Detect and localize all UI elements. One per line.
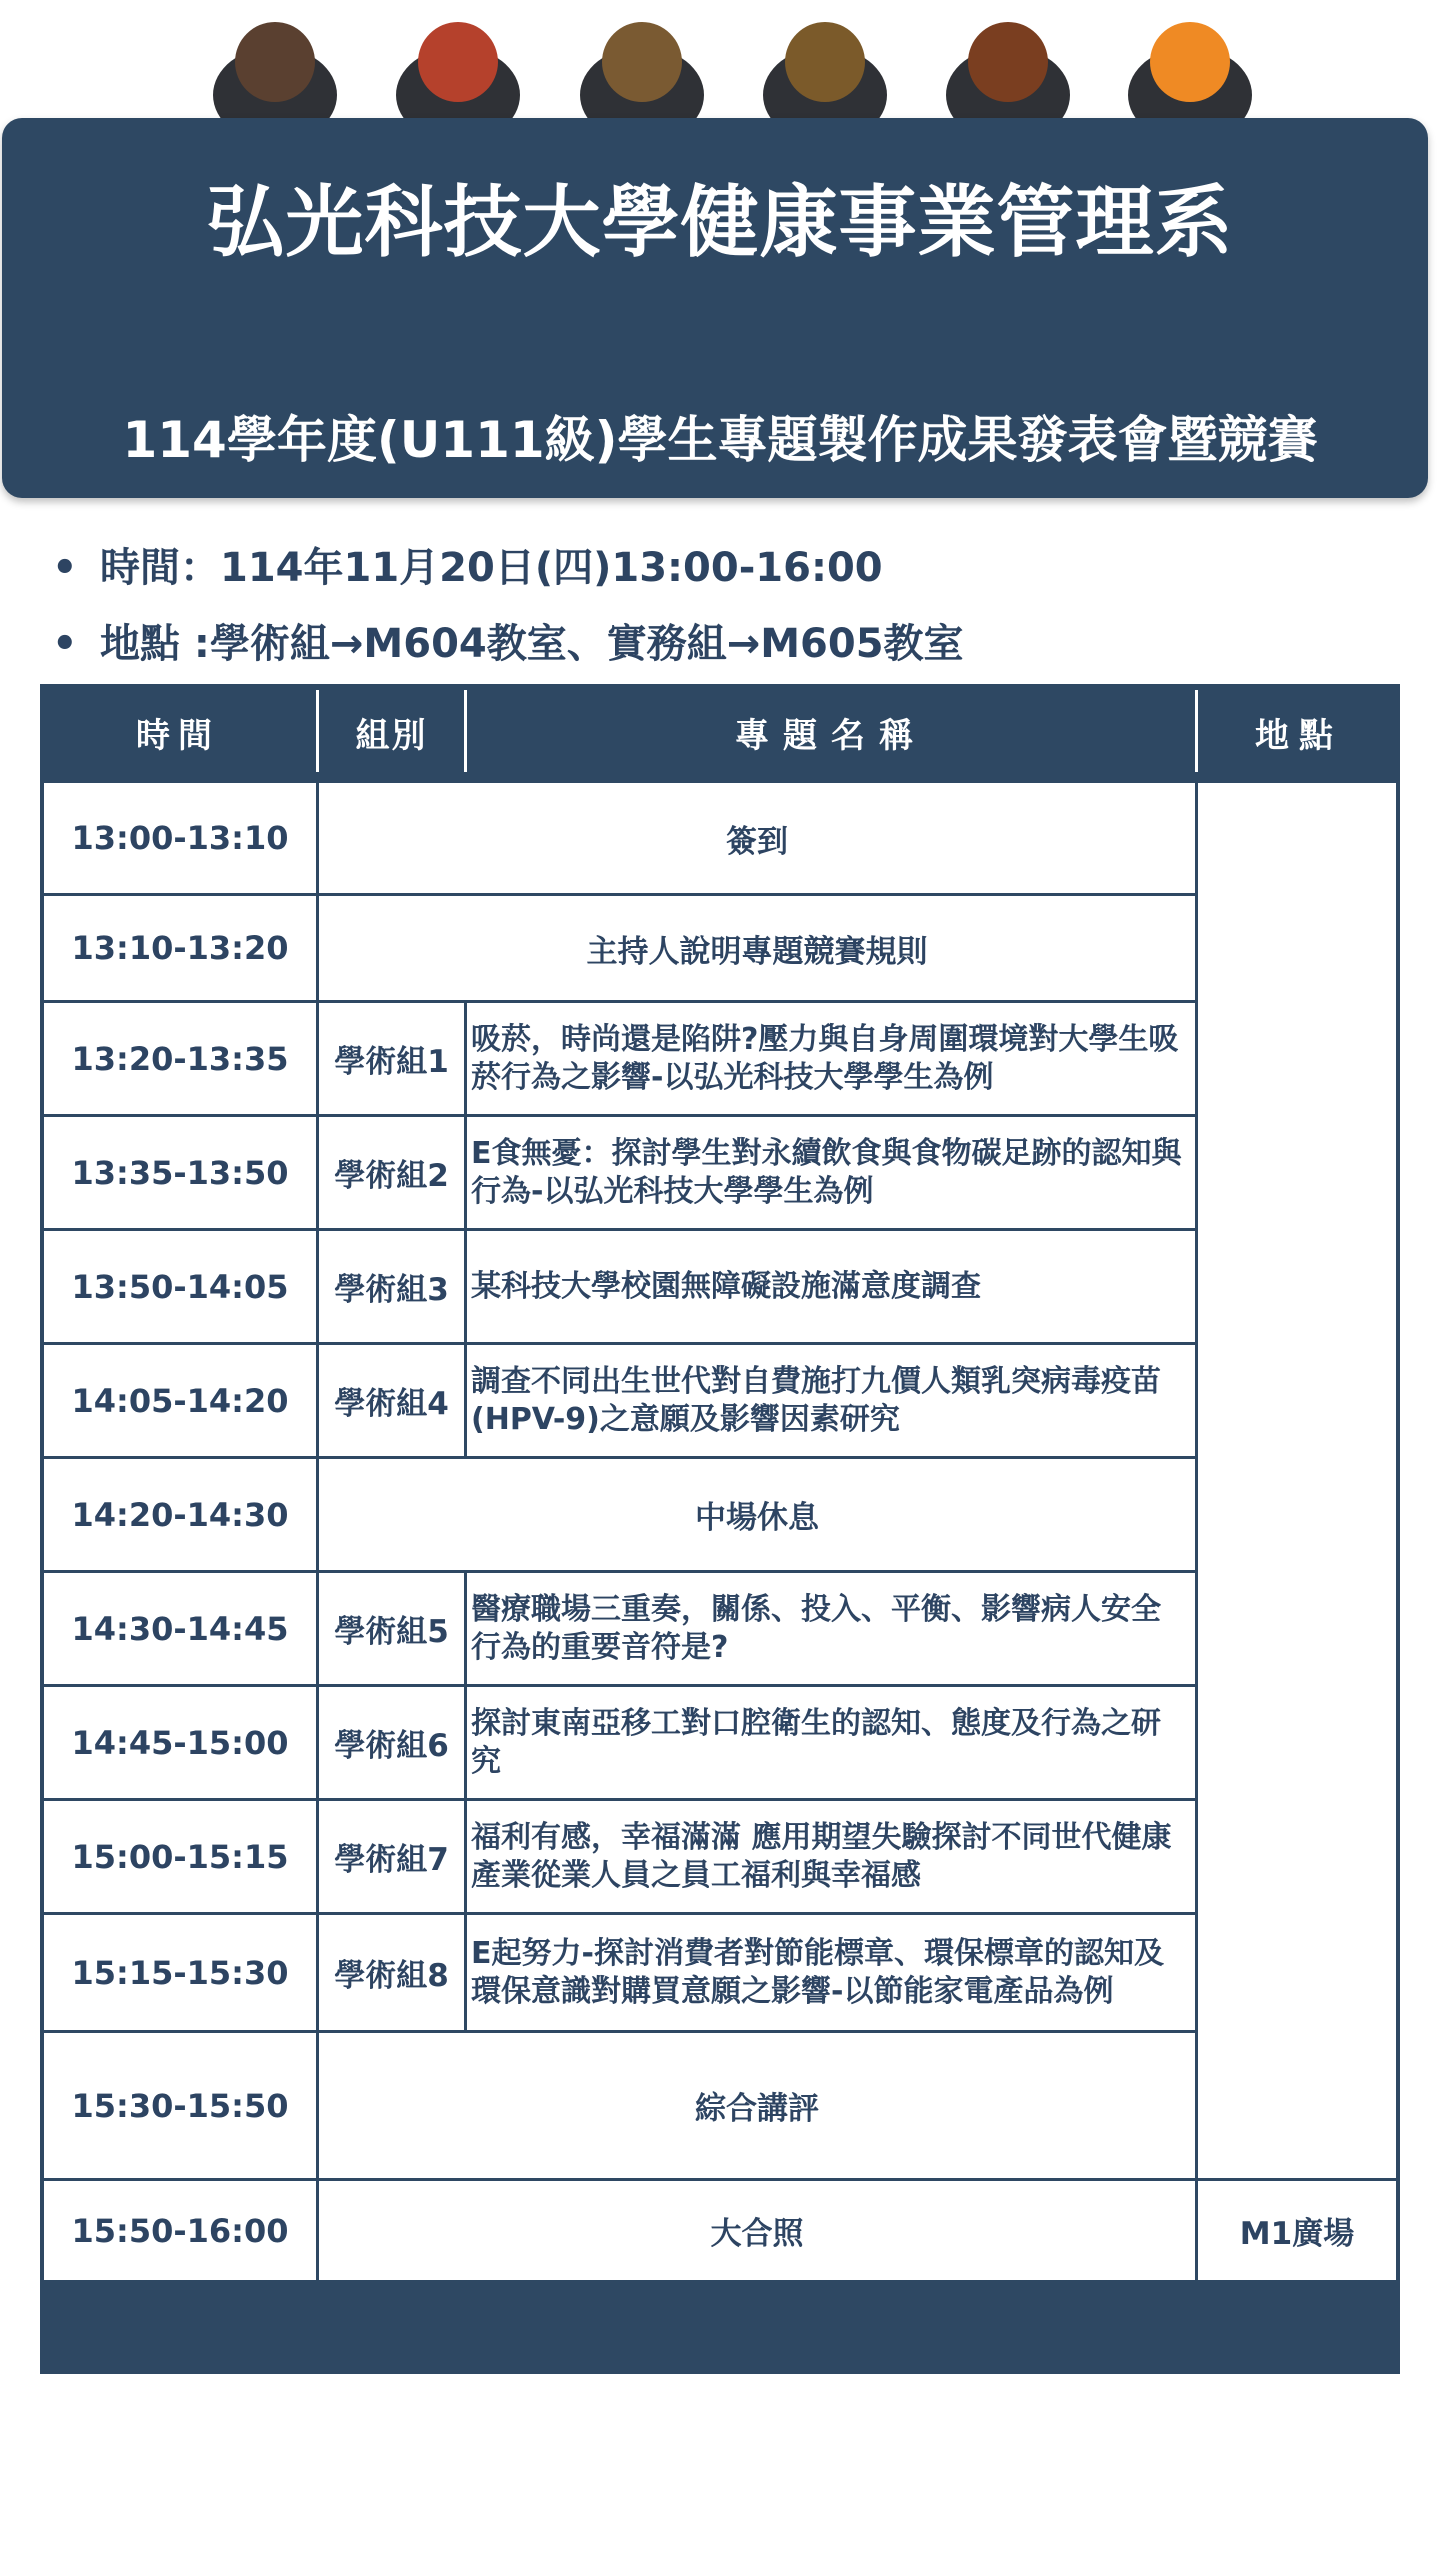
row-event: 中場休息 bbox=[319, 1459, 1195, 1570]
row-topic: 調查不同出生世代對自費施打九價人類乳突病毒疫苗(HPV-9)之意願及影響因素研究 bbox=[467, 1345, 1195, 1456]
row-event: 大合照 bbox=[319, 2181, 1195, 2280]
schedule-table bbox=[40, 684, 1400, 2374]
row-time: 15:30-15:50 bbox=[44, 2033, 316, 2178]
row-group: 學術組7 bbox=[319, 1801, 464, 1912]
row-time: 15:50-16:00 bbox=[44, 2181, 316, 2280]
row-group: 學術組4 bbox=[319, 1345, 464, 1456]
header-topic: 專題名稱 bbox=[735, 715, 927, 756]
location-merged-cell bbox=[1198, 783, 1396, 2178]
row-topic: 醫療職場三重奏，關係、投入、平衡、影響病人安全行為的重要音符是? bbox=[467, 1573, 1195, 1684]
row-location: M1廣場 bbox=[1198, 2181, 1396, 2280]
row-time: 14:20-14:30 bbox=[44, 1459, 316, 1570]
row-time: 15:00-15:15 bbox=[44, 1801, 316, 1912]
event-location-info bbox=[52, 612, 964, 669]
row-topic: 某科技大學校園無障礙設施滿意度調查 bbox=[467, 1231, 1195, 1342]
row-time: 13:10-13:20 bbox=[44, 896, 316, 1000]
row-group: 學術組6 bbox=[319, 1687, 464, 1798]
row-time: 14:05-14:20 bbox=[44, 1345, 316, 1456]
row-time: 13:50-14:05 bbox=[44, 1231, 316, 1342]
row-topic: 探討東南亞移工對口腔衛生的認知、態度及行為之研究 bbox=[467, 1687, 1195, 1798]
event-location-text: 地點 :學術組→M604教室、實務組→M605教室 bbox=[100, 621, 964, 667]
row-time: 13:00-13:10 bbox=[44, 783, 316, 893]
header-time: 時間 bbox=[136, 715, 220, 756]
row-time: 14:45-15:00 bbox=[44, 1687, 316, 1798]
row-event: 綜合講評 bbox=[319, 2033, 1195, 2178]
row-time: 13:35-13:50 bbox=[44, 1117, 316, 1228]
row-event: 主持人說明專題競賽規則 bbox=[319, 896, 1195, 1000]
row-topic: E起努力-探討消費者對節能標章、環保標章的認知及環保意識對購買意願之影響-以節能家電產品為例 bbox=[467, 1915, 1195, 2030]
header-group: 組別 bbox=[355, 715, 428, 756]
row-group: 學術組3 bbox=[319, 1231, 464, 1342]
header-location: 地點 bbox=[1255, 715, 1343, 756]
event-time-info bbox=[52, 536, 883, 593]
row-group: 學術組8 bbox=[319, 1915, 464, 2030]
event-time-text: 時間：114年11月20日(四)13:00-16:00 bbox=[100, 545, 883, 591]
event-subtitle: 114學年度(U111級)學生專題製作成果發表會暨競賽 bbox=[122, 411, 1318, 469]
row-time: 15:15-15:30 bbox=[44, 1915, 316, 2030]
row-group: 學術組5 bbox=[319, 1573, 464, 1684]
row-time: 13:20-13:35 bbox=[44, 1003, 316, 1114]
bullet-location: • bbox=[52, 621, 78, 667]
row-event: 簽到 bbox=[319, 783, 1195, 893]
bullet-time: • bbox=[52, 545, 78, 591]
row-time: 14:30-14:45 bbox=[44, 1573, 316, 1684]
row-topic: 吸菸，時尚還是陷阱?壓力與自身周圍環境對大學生吸菸行為之影響-以弘光科技大學學生為例 bbox=[467, 1003, 1195, 1114]
department-title: 弘光科技大學健康事業管理系 bbox=[206, 178, 1234, 268]
row-group: 學術組2 bbox=[319, 1117, 464, 1228]
row-topic: E食無憂：探討學生對永續飲食與食物碳足跡的認知與行為-以弘光科技大學學生為例 bbox=[467, 1117, 1195, 1228]
row-group: 學術組1 bbox=[319, 1003, 464, 1114]
row-topic: 福利有感，幸福滿滿 應用期望失驗探討不同世代健康產業從業人員之員工福利與幸福感 bbox=[467, 1801, 1195, 1912]
